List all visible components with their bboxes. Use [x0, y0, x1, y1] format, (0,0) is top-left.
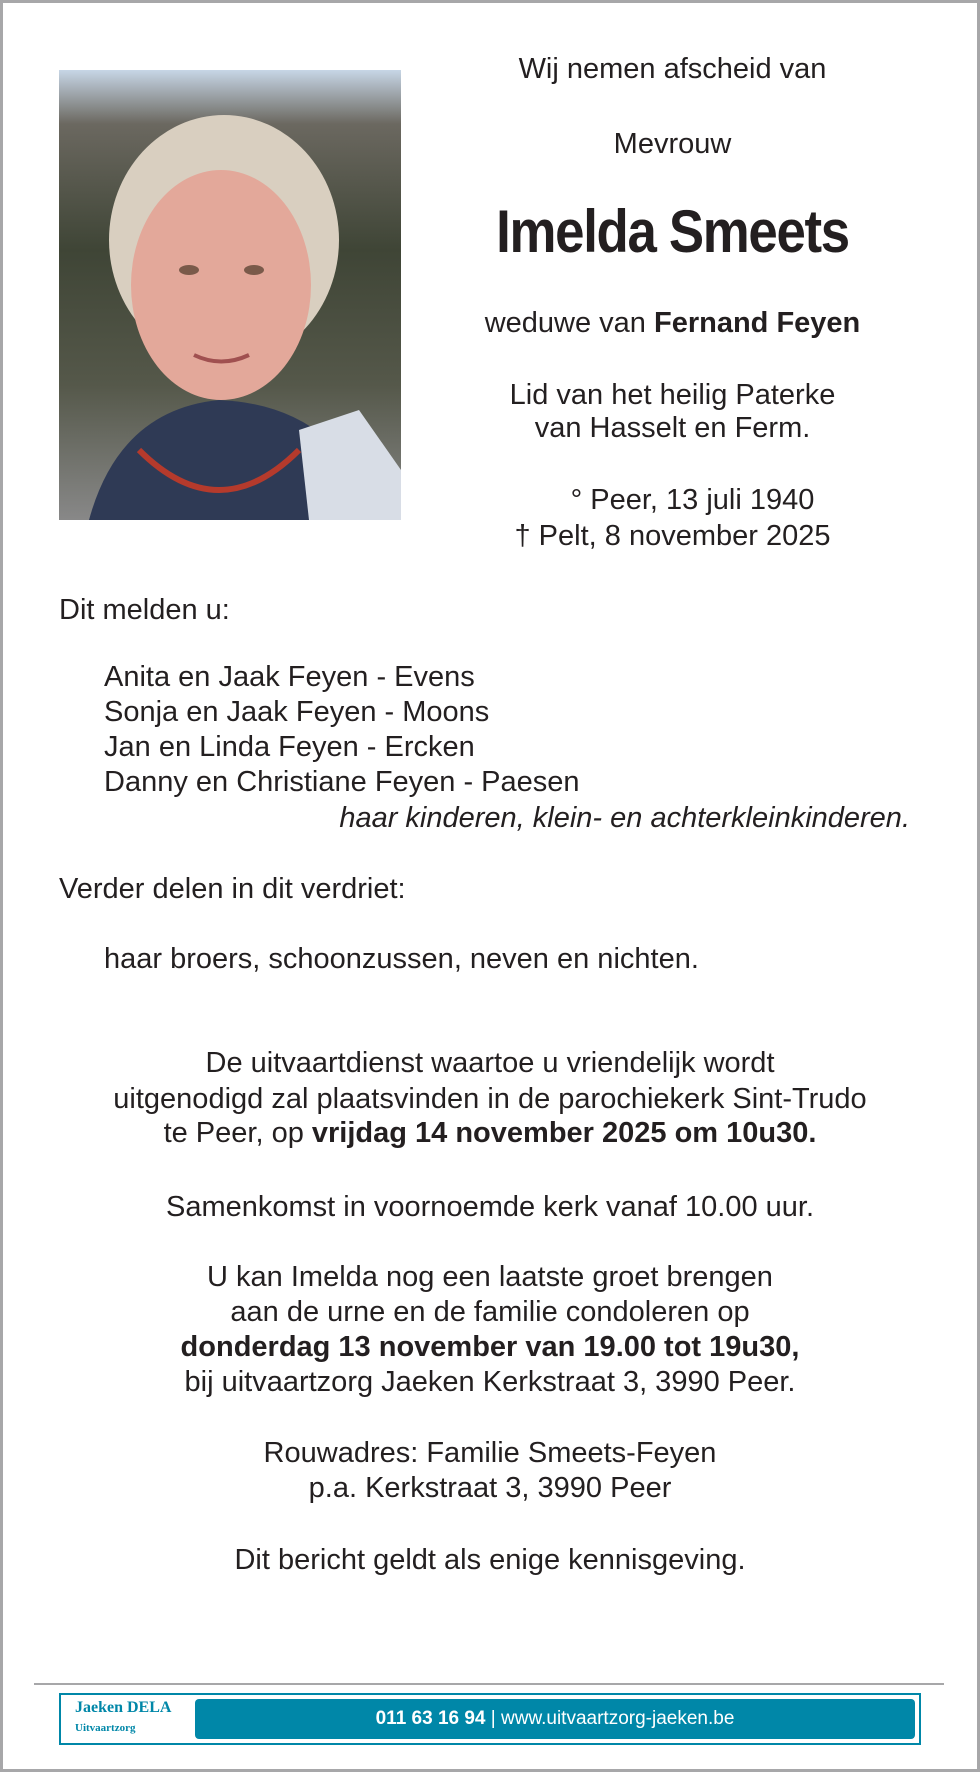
mourning-address-1: Rouwadres: Familie Smeets-Feyen: [263, 1437, 717, 1469]
gathering-text: Samenkomst in voornoemde kerk vanaf 10.00 uur.: [165, 1191, 815, 1223]
mourning-address-2: p.a. Kerkstraat 3, 3990 Peer: [308, 1472, 672, 1504]
contact-bar: [195, 1699, 915, 1739]
service-datetime: vrijdag 14 november 2025 om 10u30.: [311, 1117, 817, 1149]
membership-line-2: van Hasselt en Ferm.: [534, 412, 811, 444]
others-heading: Verder delen in dit verdriet:: [59, 873, 406, 905]
phone-number[interactable]: 011 63 16 94: [375, 1708, 486, 1729]
family-member: Jan en Linda Feyen - Ercken: [104, 731, 475, 763]
service-line-1: De uitvaartdienst waartoe u vriendelijk wordt: [205, 1047, 775, 1079]
spouse-name: Fernand Feyen: [654, 307, 861, 339]
logo-subtitle: Uitvaartzorg: [75, 1722, 136, 1734]
divider: [34, 1683, 944, 1685]
service-line-2: uitgenodigd zal plaatsvinden in de parochiekerk Sint-Trudo: [113, 1083, 867, 1115]
portrait-photo: [59, 70, 401, 520]
separator: |: [485, 1708, 501, 1729]
deceased-name: Imelda Smeets: [496, 198, 849, 265]
widow-line: [400, 306, 945, 341]
visit-line-2: aan de urne en de familie condoleren op: [230, 1296, 750, 1328]
funeral-home-banner: [59, 1693, 921, 1745]
family-member: Danny en Christiane Feyen - Paesen: [104, 766, 580, 798]
intro-text: Wij nemen afscheid van: [518, 53, 827, 85]
honorific: Mevrouw: [613, 128, 732, 160]
service-line-3: [0, 1116, 980, 1151]
website-link[interactable]: www.uitvaartzorg-jaeken.be: [501, 1708, 735, 1729]
membership-line-1: Lid van het heilig Paterke: [509, 379, 836, 411]
others-list: haar broers, schoonzussen, neven en nichten.: [104, 943, 699, 975]
visit-line-1: U kan Imelda nog een laatste groet brengen: [207, 1261, 773, 1293]
service-prefix: te Peer, op: [163, 1117, 312, 1149]
death-line: † Pelt, 8 november 2025: [514, 520, 831, 552]
family-heading: Dit melden u:: [59, 594, 230, 626]
family-member: Sonja en Jaak Feyen - Moons: [104, 696, 490, 728]
logo-name: Jaeken DELA: [75, 1699, 172, 1716]
birth-line: ° Peer, 13 juli 1940: [570, 484, 815, 516]
visit-location: bij uitvaartzorg Jaeken Kerkstraat 3, 3990 Peer.: [184, 1366, 796, 1398]
notice-text: Dit bericht geldt als enige kennisgeving.: [234, 1544, 746, 1576]
family-member: Anita en Jaak Feyen - Evens: [104, 661, 475, 693]
family-relation: haar kinderen, klein- en achterkleinkinderen.: [339, 802, 910, 834]
visit-datetime: donderdag 13 november van 19.00 tot 19u30,: [180, 1331, 800, 1363]
widow-prefix: weduwe van: [484, 307, 654, 339]
